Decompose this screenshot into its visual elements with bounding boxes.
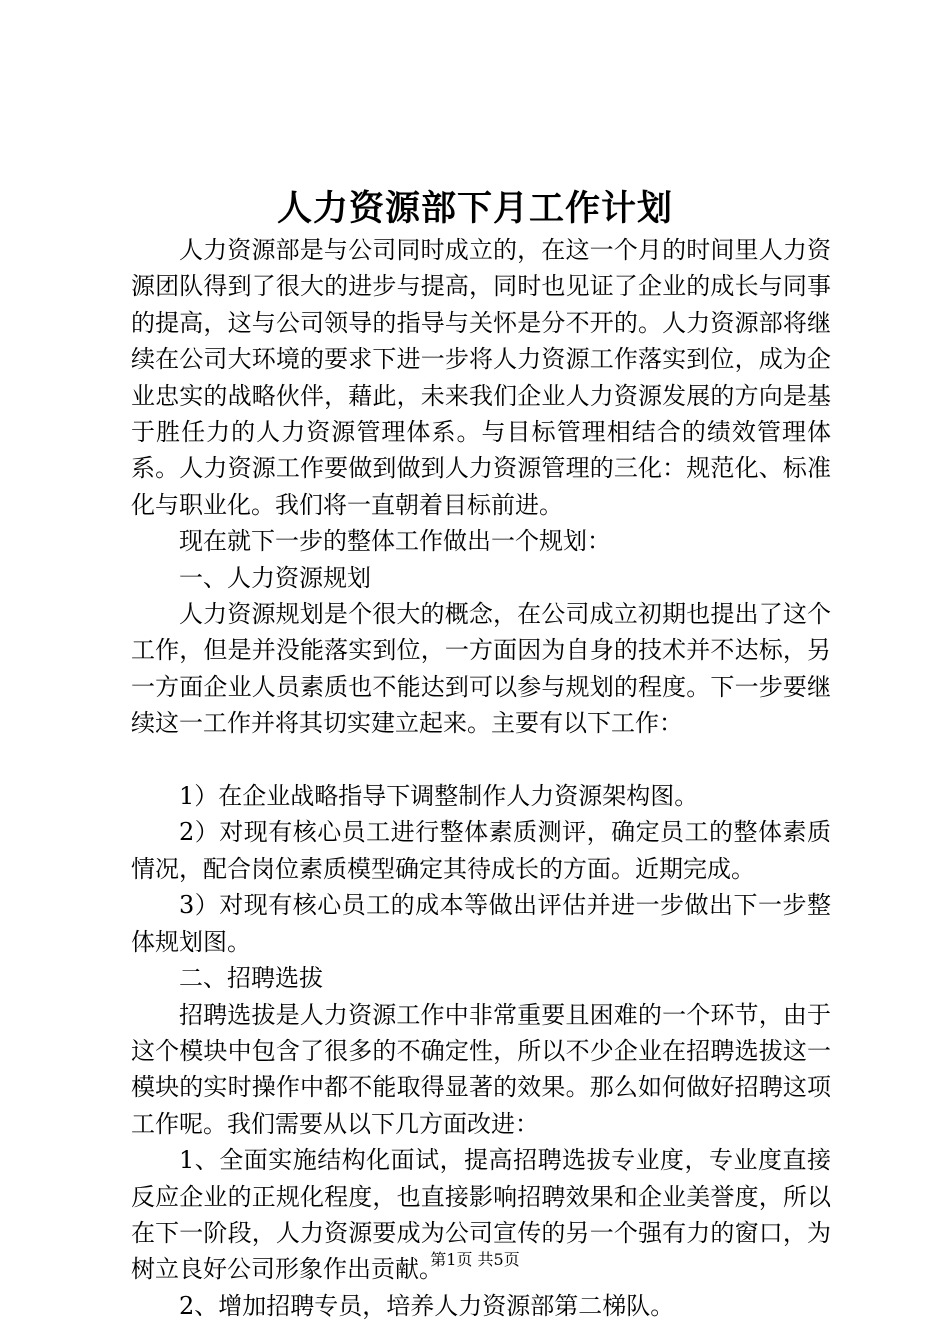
list-item-planning-2: 2）对现有核心员工进行整体素质测评，确定员工的整体素质情况，配合岗位素质模型确定其待成长的方面。近期完成。 (131, 818, 831, 883)
section-heading-hr-planning: 一、人力资源规划 (179, 563, 371, 592)
paragraph-intro: 人力资源部是与公司同时成立的，在这一个月的时间里人力资源团队得到了很大的进步与提高，同时也见证了企业的成长与同事的提高，这与公司领导的指导与关怀是分不开的。人力资源部将继续在公司大环境的要求下进一步将人力资源工作落实到位，成为企业忠实的战略伙伴，藉此，未来我们企业人力资源发展的方向是基于胜任力的人力资源管理体系。与目标管理相结合的绩效管理体系。人力资源工作要做到做到人力资源管理的三化：规范化、标准化与职业化。我们将一直朝着目标前进。 (131, 236, 831, 519)
blank-line (131, 742, 831, 778)
list-item-recruitment-1: 1、全面实施结构化面试，提高招聘选拔专业度，专业度直接反应企业的正规化程度，也直接影响招聘效果和企业美誉度，所以在下一阶段，人力资源要成为公司宣传的另一个强有力的窗口，为树立良好公司形象作出贡献。 (131, 1146, 831, 1284)
paragraph-hr-planning: 人力资源规划是个很大的概念，在公司成立初期也提出了这个工作，但是并没能落实到位，一方面因为自身的技术并不达标，另一方面企业人员素质也不能达到可以参与规划的程度。下一步要继续这一工作并将其切实建立起来。主要有以下工作： (131, 600, 831, 738)
list-item-recruitment-2: 2、增加招聘专员，培养人力资源部第二梯队。 (179, 1291, 675, 1320)
paragraph-recruitment: 招聘选拔是人力资源工作中非常重要且困难的一个环节，由于这个模块中包含了很多的不确定性，所以不少企业在招聘选拔这一模块的实时操作中都不能取得显著的效果。那么如何做好招聘这项工作呢。我们需要从以下几方面改进： (131, 1000, 831, 1138)
list-item-planning-3: 3）对现有核心员工的成本等做出评估并进一步做出下一步整体规划图。 (131, 891, 831, 956)
document-body (131, 232, 831, 1324)
document-title: 人力资源部下月工作计划 (276, 188, 673, 229)
list-item-planning-1: 1）在企业战略指导下调整制作人力资源架构图。 (179, 782, 699, 811)
section-heading-recruitment: 二、招聘选拔 (179, 964, 323, 993)
page-footer: 第1页 共5页 (430, 1250, 520, 1269)
paragraph-plan-intro: 现在就下一步的整体工作做出一个规划： (179, 527, 611, 556)
